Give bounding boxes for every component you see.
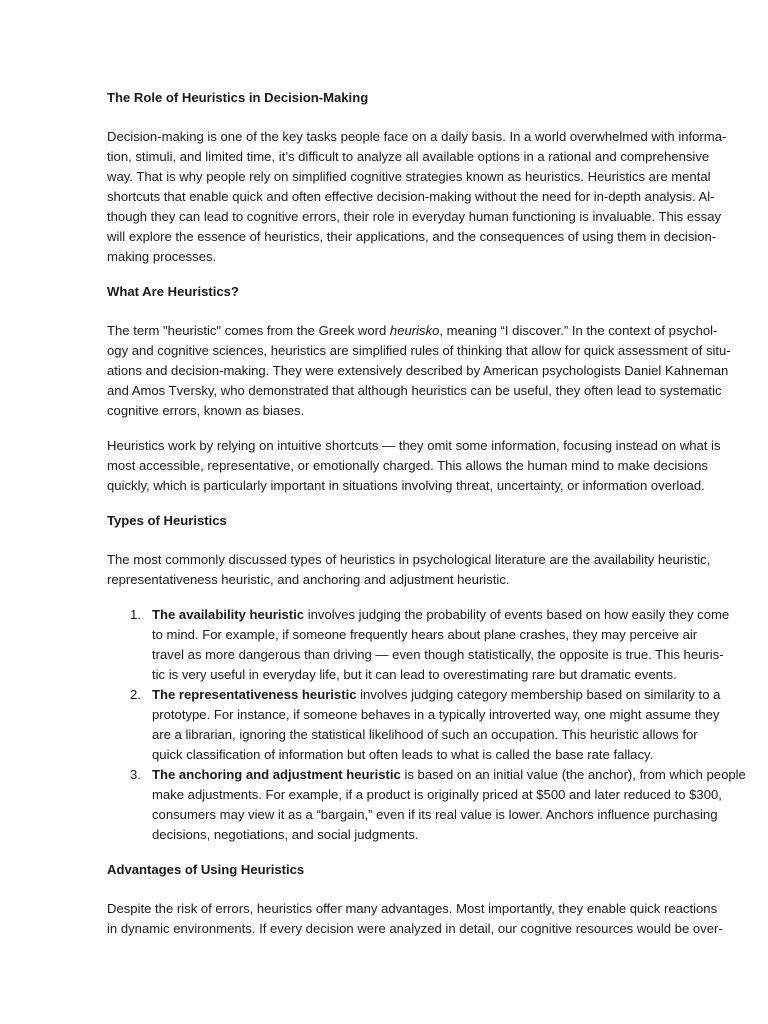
- list-number: 1.: [130, 607, 141, 622]
- intro-paragraph: [107, 127, 727, 267]
- text-run: , meaning “I discover.” In the context of psychol-: [439, 323, 718, 338]
- section-heading-what-are-heuristics: What Are Heuristics?: [107, 284, 239, 299]
- text-line: Heuristics work by relying on intuitive shortcuts — they omit some information, focusing instead on what is: [107, 438, 721, 453]
- text-line: [107, 321, 717, 341]
- text-line: way. That is why people rely on simplified cognitive strategies known as heuristics. Heuristics are mental: [107, 169, 711, 184]
- section-heading-advantages: Advantages of Using Heuristics: [107, 862, 305, 877]
- text-line: consumers may view it as a “bargain,” even if its real value is lower. Anchors influence purchasing: [152, 807, 718, 822]
- document-page: [107, 88, 746, 954]
- heuristics-list: [107, 605, 746, 845]
- text-run: involves judging the probability of events based on how easily they come: [304, 607, 730, 622]
- list-item: [107, 765, 746, 845]
- mechanism-paragraph: [107, 436, 721, 496]
- text-line: shortcuts that enable quick and often effective decision-making without the need for in-depth analysis. Al-: [107, 189, 715, 204]
- text-line: ations and decision-making. They were extensively described by American psychologists Daniel Kahneman: [107, 363, 729, 378]
- text-line: travel as more dangerous than driving — even though statistically, the opposite is true. This heuris-: [152, 647, 724, 662]
- text-line: to mind. For example, if someone frequently hears about plane crashes, they may perceive air: [152, 627, 698, 642]
- list-item: [107, 605, 730, 685]
- definition-paragraph: [107, 321, 731, 421]
- section-heading-types-of-heuristics: Types of Heuristics: [107, 513, 227, 528]
- text-line: Decision-making is one of the key tasks people face on a daily basis. In a world overwhelmed with informa-: [107, 129, 727, 144]
- text-line: make adjustments. For example, if a product is originally priced at $500 and later reduced to $300,: [152, 787, 722, 802]
- text-line: quick classification of information but often leads to what is called the base rate fallacy.: [152, 747, 654, 762]
- text-line: quickly, which is particularly important in situations involving threat, uncertainty, or information overload.: [107, 478, 705, 493]
- text-line: will explore the essence of heuristics, their applications, and the consequences of using them in decision-: [107, 229, 717, 244]
- text-line: tion, stimuli, and limited time, it’s difficult to analyze all available options in a rational and comprehensive: [107, 149, 710, 164]
- text-line: ogy and cognitive sciences, heuristics are simplified rules of thinking that allow for quick assessment of situ-: [107, 343, 731, 358]
- text-line: decisions, negotiations, and social judgments.: [152, 827, 419, 842]
- bold-term: The anchoring and adjustment heuristic: [152, 767, 401, 782]
- text-line: The most commonly discussed types of heuristics in psychological literature are the availability heuristic,: [107, 552, 711, 567]
- text-line: though they can lead to cognitive errors, their role in everyday human functioning is invaluable. This essay: [107, 209, 722, 224]
- text-line: cognitive errors, known as biases.: [107, 403, 305, 418]
- document-title: The Role of Heuristics in Decision-Making: [107, 90, 369, 105]
- text-run: involves judging category membership based on similarity to a: [356, 687, 721, 702]
- text-line: are a librarian, ignoring the statistical likelihood of such an occupation. This heuristic allows for: [152, 727, 698, 742]
- bold-term: The representativeness heuristic: [152, 687, 357, 702]
- text-line: prototype. For instance, if someone behaves in a typically introverted way, one might assume they: [152, 707, 720, 722]
- italic-term: heurisko: [389, 323, 440, 338]
- text-line: [152, 605, 730, 625]
- list-number: 3.: [130, 767, 141, 782]
- text-line: in dynamic environments. If every decision were analyzed in detail, our cognitive resources would be over-: [107, 921, 723, 936]
- list-number: 2.: [130, 687, 141, 702]
- text-line: most accessible, representative, or emotionally charged. This allows the human mind to make decisions: [107, 458, 708, 473]
- text-line: Despite the risk of errors, heuristics offer many advantages. Most importantly, they enable quick reactions: [107, 901, 718, 916]
- text-line: tic is very useful in everyday life, but it can lead to overestimating rare but dramatic events.: [152, 667, 677, 682]
- text-run: is based on an initial value (the anchor), from which people: [400, 767, 746, 782]
- text-line: making processes.: [107, 249, 217, 264]
- text-line: [152, 685, 721, 705]
- bold-term: The availability heuristic: [152, 607, 305, 622]
- types-intro-paragraph: [107, 550, 717, 590]
- text-line: and Amos Tversky, who demonstrated that although heuristics can be useful, they often lead to systematic: [107, 383, 722, 398]
- list-item: [107, 685, 721, 765]
- text-line: representativeness heuristic, and anchoring and adjustment heuristic.: [107, 572, 510, 587]
- text-run: The term "heuristic" comes from the Greek word: [107, 323, 390, 338]
- advantages-paragraph: [107, 899, 723, 939]
- text-line: [152, 765, 746, 785]
